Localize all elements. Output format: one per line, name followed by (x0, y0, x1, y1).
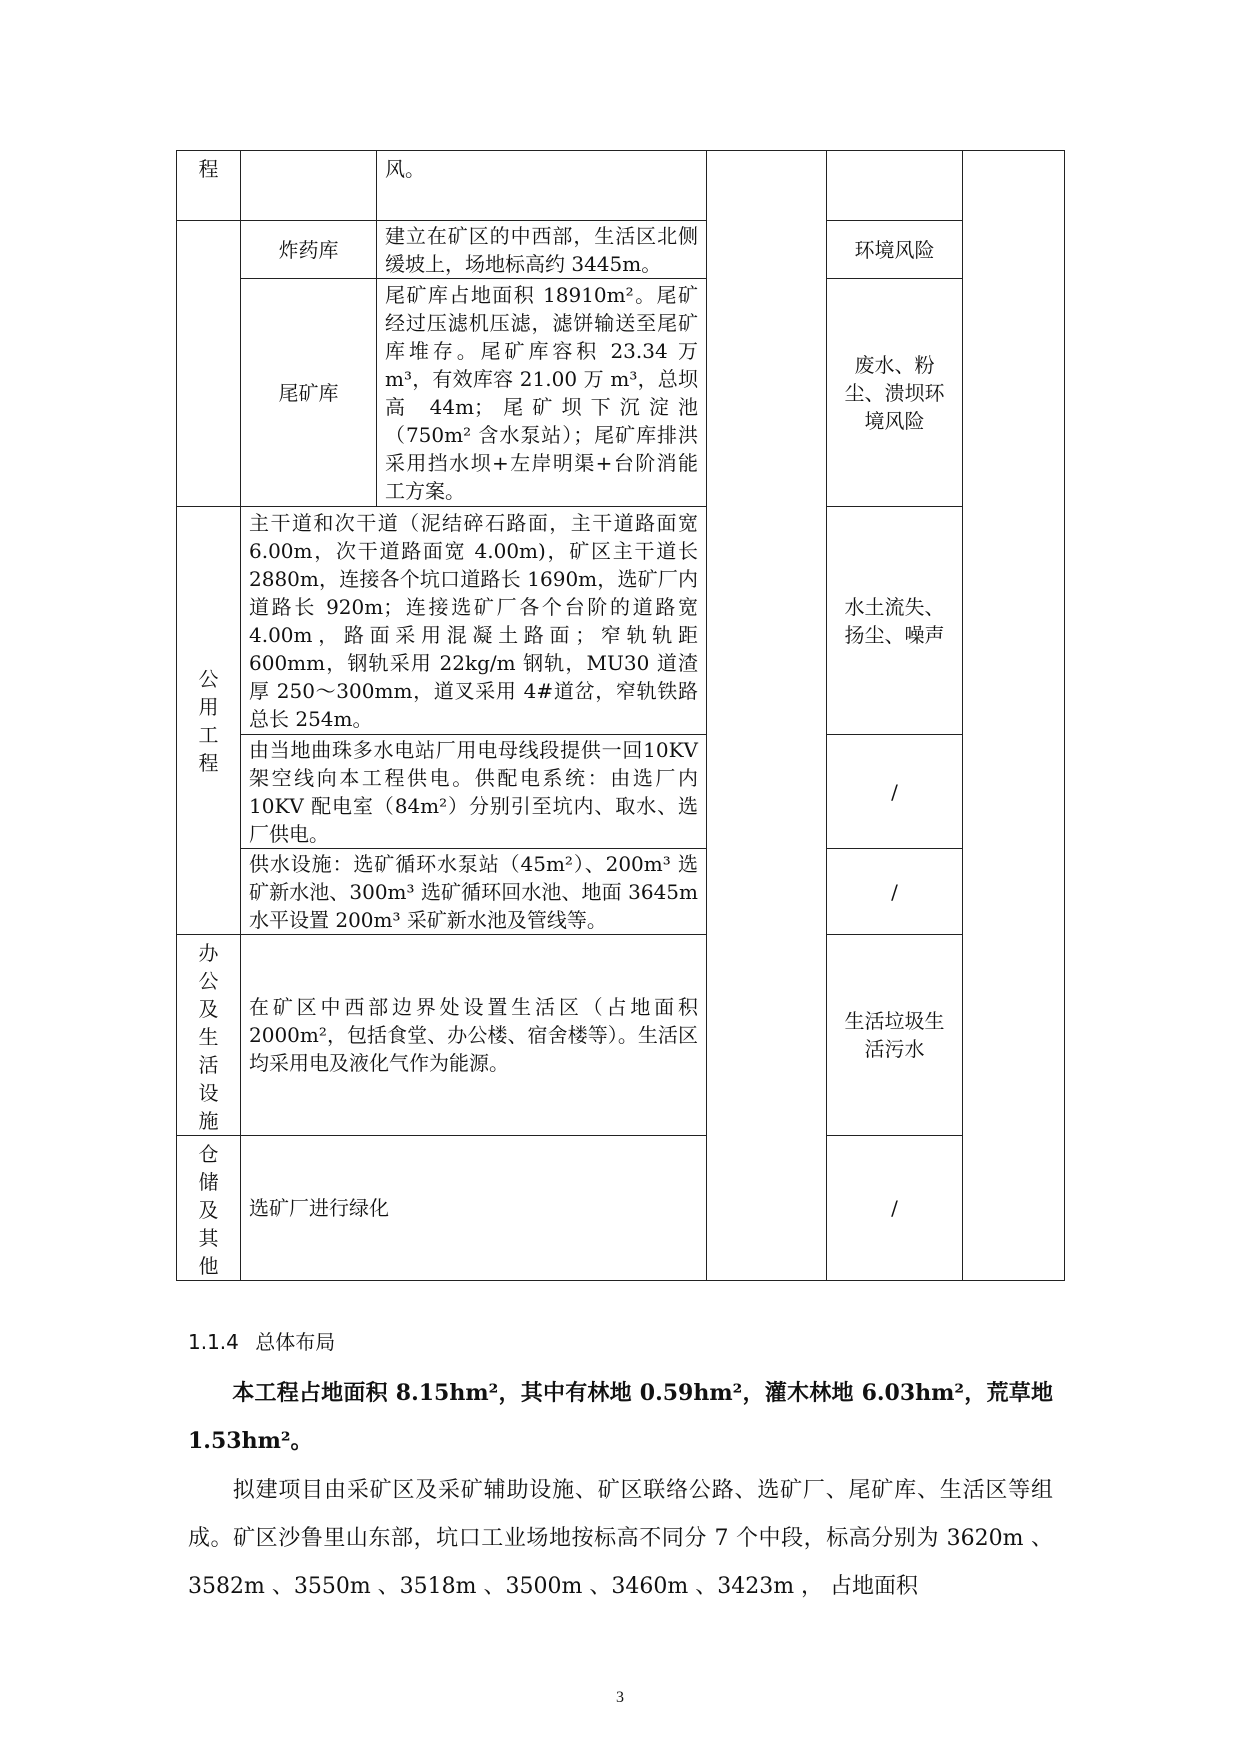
category-char: 仓 (198, 1142, 219, 1166)
impact-cell: 水土流失、扬尘、噪声 (827, 507, 963, 735)
description-cell: 由当地曲珠多水电站厂用电母线段提供一回10KV 架空线向本工程供电。供配电系统：由选厂内 10KV 配电室（84m²）分别引至坑内、取水、选厂供电。 (241, 735, 707, 849)
table-row (177, 279, 1065, 507)
category-char: 办 (198, 941, 219, 965)
impact-cell: / (827, 735, 963, 849)
description-cell: 主干道和次干道（泥结碎石路面，主干道路面宽 6.00m，次干道路面宽 4.00m)，矿区主干道长 2880m，连接各个坑口道路长 1690m，选矿厂内道路长 920m；连接选矿厂各个台阶的道路宽 4.00m，路面采用混凝土路面；窄轨轨距 600mm，钢轨采用 22kg/m 钢轨，MU30 道渣厚 250～300mm，道叉采用 4#道岔，窄轨铁路总长 254m。 (241, 507, 707, 735)
table-row (177, 849, 1065, 935)
category-char: 公 (198, 666, 219, 691)
category-char: 公 (198, 969, 219, 993)
category-char: 工 (198, 722, 219, 747)
impact-cell: 废水、粉尘、溃坝环境风险 (827, 279, 963, 507)
description-cell: 尾矿库占地面积 18910m²。尾矿经过压滤机压滤，滤饼输送至尾矿库堆存。尾矿库容积 23.34 万 m³，有效库容 21.00 万 m³，总坝高 44m；尾矿坝下沉淀池（750m² 含水泵站）；尾矿库排洪采用挡水坝+左岸明渠+台阶消能工方案。 (377, 279, 707, 507)
category-char: 用 (198, 694, 219, 719)
blank-column-cell (963, 151, 1065, 1281)
section-title: 总体布局 (255, 1330, 336, 1354)
table-row (177, 507, 1065, 735)
table-row (177, 735, 1065, 849)
category-char: 及 (198, 997, 219, 1021)
table-row (177, 1136, 1065, 1281)
facility-cell (241, 151, 377, 221)
project-table (176, 150, 1065, 1281)
facility-cell: 炸药库 (241, 221, 377, 279)
category-cell (177, 1136, 241, 1281)
summary-paragraph (188, 1369, 1053, 1465)
impact-cell: / (827, 1136, 963, 1281)
body-paragraph (188, 1467, 1053, 1611)
category-cell (177, 507, 241, 935)
category-char: 及 (198, 1198, 219, 1222)
page-number: 3 (616, 1689, 624, 1706)
description-cell: 供水设施：选矿循环水泵站（45m²）、200m³ 选矿新水池、300m³ 选矿循环回水池、地面 3645m 水平设置 200m³ 采矿新水池及管线等。 (241, 849, 707, 935)
summary-text: 本工程占地面积 8.15hm²，其中有林地 0.59hm²，灌木林地 6.03hm²，荒草地 1.53hm²。 (188, 1380, 1053, 1454)
category-char: 设 (198, 1081, 219, 1105)
section-heading (188, 1326, 335, 1355)
category-char: 活 (198, 1053, 219, 1077)
impact-cell: / (827, 849, 963, 935)
category-char: 生 (198, 1025, 219, 1049)
description-cell: 在矿区中西部边界处设置生活区（占地面积 2000m²，包括食堂、办公楼、宿舍楼等）。生活区均采用电及液化气作为能源。 (241, 935, 707, 1136)
impact-cell: 生活垃圾生活污水 (827, 935, 963, 1136)
description-cell: 建立在矿区的中西部，生活区北侧缓坡上，场地标高约 3445m。 (377, 221, 707, 279)
category-cell (177, 935, 241, 1136)
impact-cell: 环境风险 (827, 221, 963, 279)
description-cell: 风。 (377, 151, 707, 221)
facility-cell: 尾矿库 (241, 279, 377, 507)
section-number: 1.1.4 (188, 1330, 239, 1354)
impact-cell (827, 151, 963, 221)
description-cell: 选矿厂进行绿化 (241, 1136, 707, 1281)
category-char: 其 (198, 1226, 219, 1250)
table-row (177, 221, 1065, 279)
body-text: 拟建项目由采矿区及采矿辅助设施、矿区联络公路、选矿厂、尾矿库、生活区等组成。矿区沙鲁里山东部，坑口工业场地按标高不同分 7 个中段，标高分别为 3620m 、3582m 、3550m 、3518m 、3500m 、3460m 、3423m ， 占地面积 (188, 1478, 1053, 1599)
table-row (177, 151, 1065, 221)
category-char: 储 (198, 1170, 219, 1194)
blank-column-cell (707, 151, 827, 1281)
category-char: 施 (198, 1109, 219, 1133)
category-cell (177, 221, 241, 507)
category-cell: 程 (177, 151, 241, 221)
table-row (177, 935, 1065, 1136)
category-char: 他 (198, 1254, 219, 1278)
category-char: 程 (198, 750, 219, 775)
